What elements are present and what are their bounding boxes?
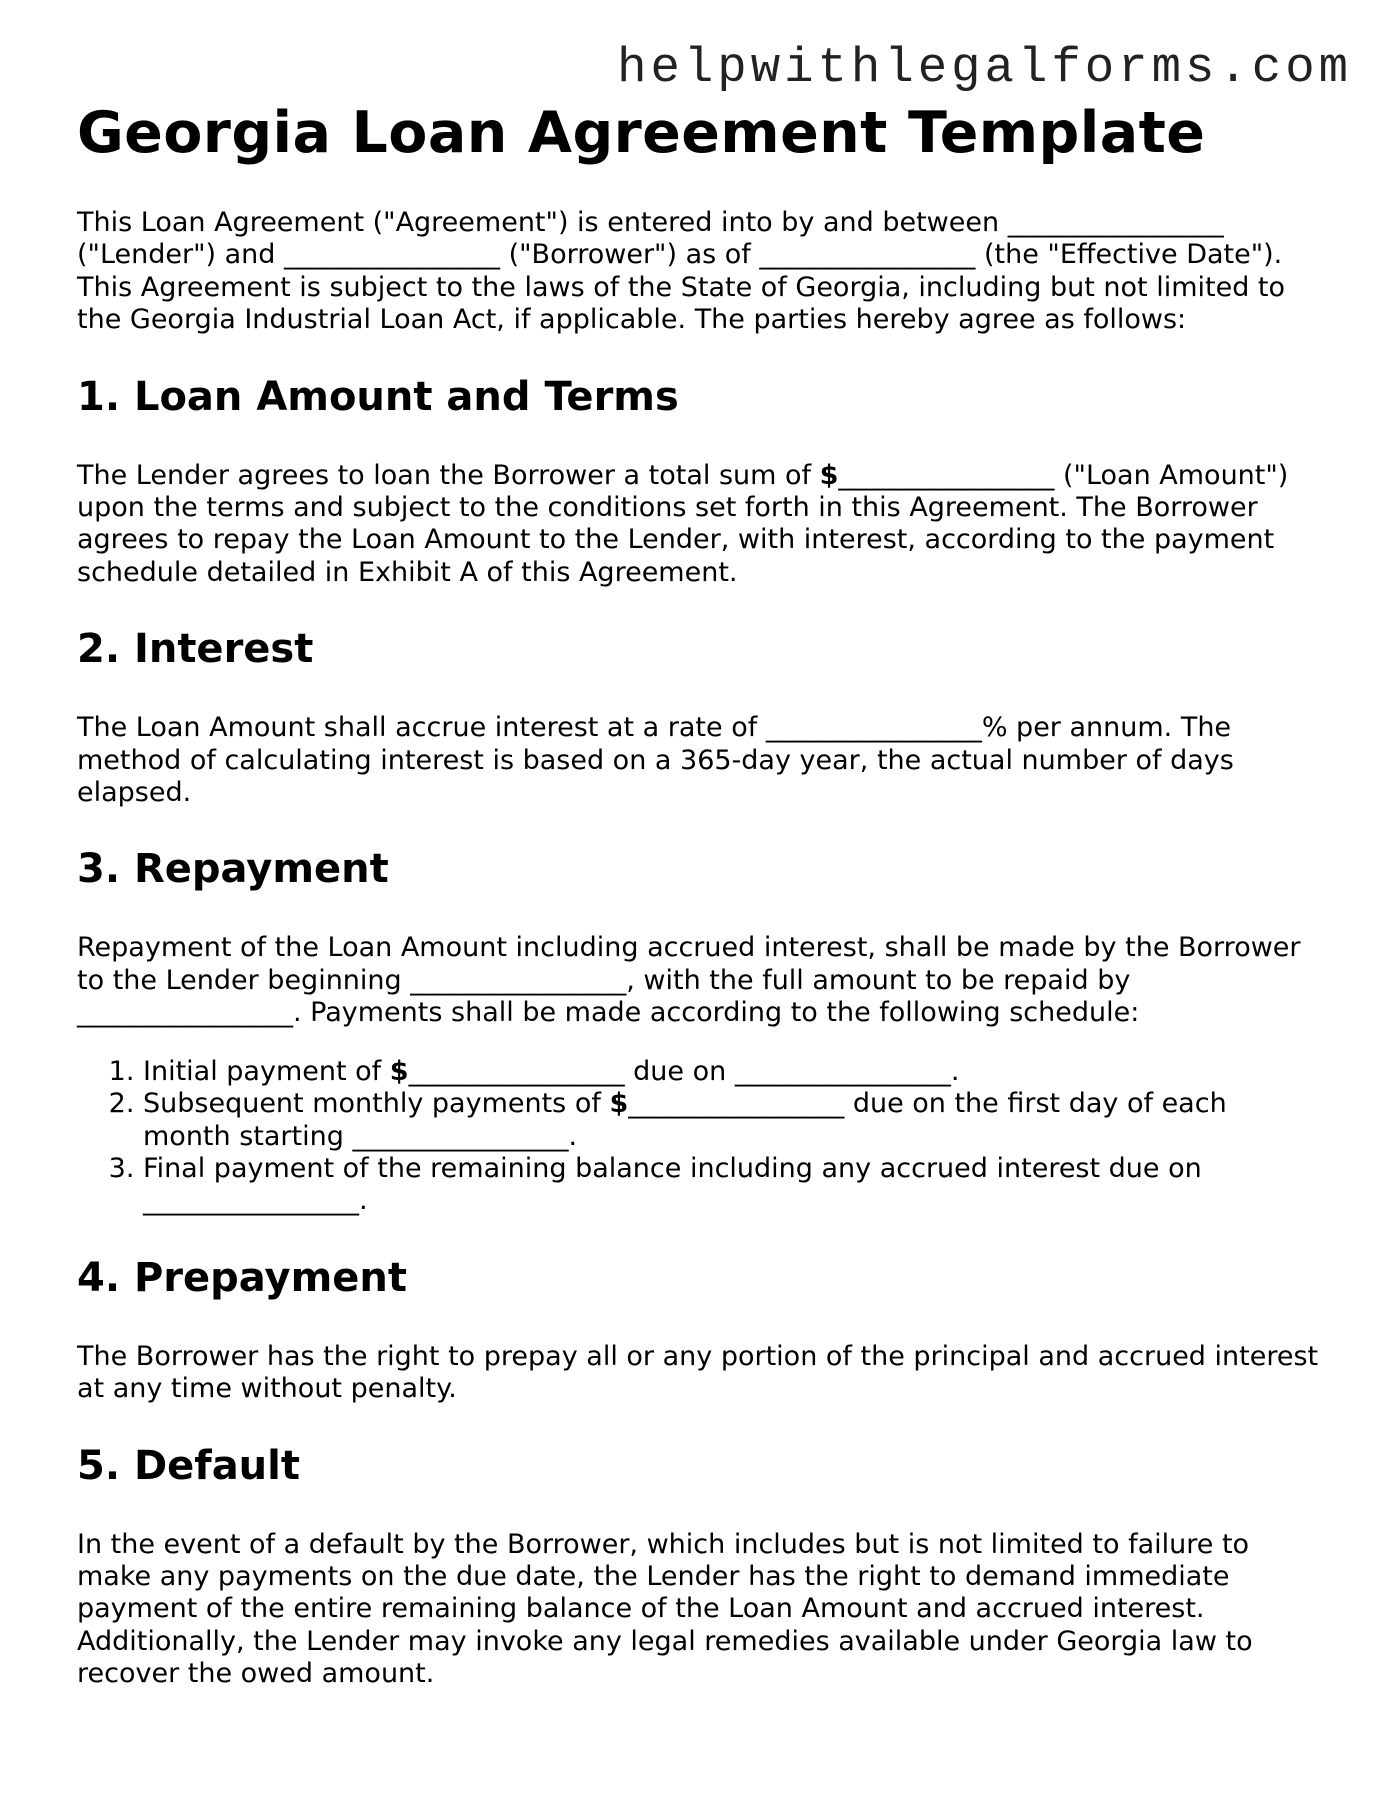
loan-amount-blank[interactable]: ________________ (838, 459, 1055, 491)
item-text: Subsequent monthly payments of (143, 1088, 610, 1120)
site-watermark: helpwithlegalforms.com (617, 40, 1352, 96)
intro-text-3: ("Borrower") as of (500, 239, 760, 271)
loan-text-2: ("Loan Amount") upon the terms and subject to the conditions set forth in this Agreement. The Borrower agrees to repay the Loan Amount to the Lender, with interest, according to the payment schedule detailed in Exhibit A of this Agreement. (77, 459, 1289, 588)
list-item (143, 1153, 1322, 1218)
effective-date-blank[interactable]: ________________ (759, 239, 976, 271)
list-item (143, 1056, 1322, 1088)
repayment-start-blank[interactable]: ________________ (410, 964, 627, 996)
document-title: Georgia Loan Agreement Template (77, 100, 1206, 166)
intro-text-1: This Loan Agreement ("Agreement") is entered into by and between (77, 207, 1008, 238)
list-item (143, 1088, 1322, 1153)
monthly-payment-start-blank[interactable]: ________________ (352, 1120, 569, 1152)
intro-text-2: ("Lender") and (77, 239, 285, 271)
item-text: . (359, 1185, 368, 1217)
borrower-name-blank[interactable]: ________________ (284, 239, 501, 271)
item-text: Final payment of the remaining balance including any accrued interest due on (143, 1152, 1202, 1184)
lender-name-blank[interactable]: ________________ (1007, 207, 1224, 238)
dollar-sign: $ (389, 1055, 409, 1087)
item-text: . (950, 1055, 960, 1087)
repayment-text-2: , with the full amount to be repaid by (626, 964, 1131, 996)
interest-text-1: The Loan Amount shall accrue interest at a rate of (77, 712, 766, 744)
initial-payment-date-blank[interactable]: ________________ (734, 1055, 951, 1087)
section-heading-prepayment: 4. Prepayment (77, 1254, 407, 1301)
initial-payment-amount-blank[interactable]: ________________ (408, 1055, 625, 1087)
section-heading-interest: 2. Interest (77, 626, 314, 673)
dollar-sign: $ (819, 459, 839, 491)
section-heading-default: 5. Default (77, 1442, 300, 1489)
intro-text-4: (the "Effective Date"). This Agreement is subject to the laws of the State of Georgia, including but not limited to the Georgia Industrial Loan Act, if applicable. The parties hereby agree as follows: (77, 239, 1286, 336)
item-text: due on the first day of each month starting (143, 1088, 1227, 1152)
final-payment-date-blank[interactable]: ________________ (143, 1185, 359, 1217)
item-text: . (568, 1120, 578, 1152)
default-paragraph: In the event of a default by the Borrower, which includes but is not limited to failure to make any payments on the due date, the Lender has the right to demand immediate payment of the entire remaining balance of the Loan Amount and accrued interest. Additionally, the Lender may invoke any legal remedies available under Georgia law to recover the owed amount. (77, 1528, 1253, 1690)
interest-rate-blank[interactable]: ________________ (765, 712, 982, 744)
item-text: Initial payment of (143, 1055, 390, 1087)
interest-paragraph (77, 712, 1322, 809)
payment-schedule-list (77, 1056, 1322, 1218)
repayment-end-blank[interactable]: ________________ (77, 997, 293, 1029)
repayment-text-1: Repayment of the Loan Amount including accrued interest, shall be made by the Borrower to the Lender beginning (77, 932, 1301, 996)
repayment-paragraph (77, 932, 1322, 1029)
interest-text-2: % per annum. The method of calculating interest is based on a 365-day year, the actual number of days elapsed. (77, 712, 1234, 809)
intro-paragraph (77, 207, 1322, 337)
loan-text-1: The Lender agrees to loan the Borrower a total sum of (77, 459, 820, 491)
prepayment-paragraph: The Borrower has the right to prepay all or any portion of the principal and accrued interest at any time without penalty. (77, 1340, 1319, 1405)
repayment-text-3: . Payments shall be made according to the following schedule: (293, 997, 1140, 1029)
document-body (77, 96, 1322, 1691)
item-text: due on (624, 1055, 735, 1087)
monthly-payment-amount-blank[interactable]: ________________ (628, 1088, 845, 1120)
dollar-sign: $ (609, 1088, 629, 1120)
section-heading-loan-amount: 1. Loan Amount and Terms (77, 373, 679, 420)
loan-amount-paragraph (77, 460, 1322, 590)
section-heading-repayment: 3. Repayment (77, 846, 389, 893)
